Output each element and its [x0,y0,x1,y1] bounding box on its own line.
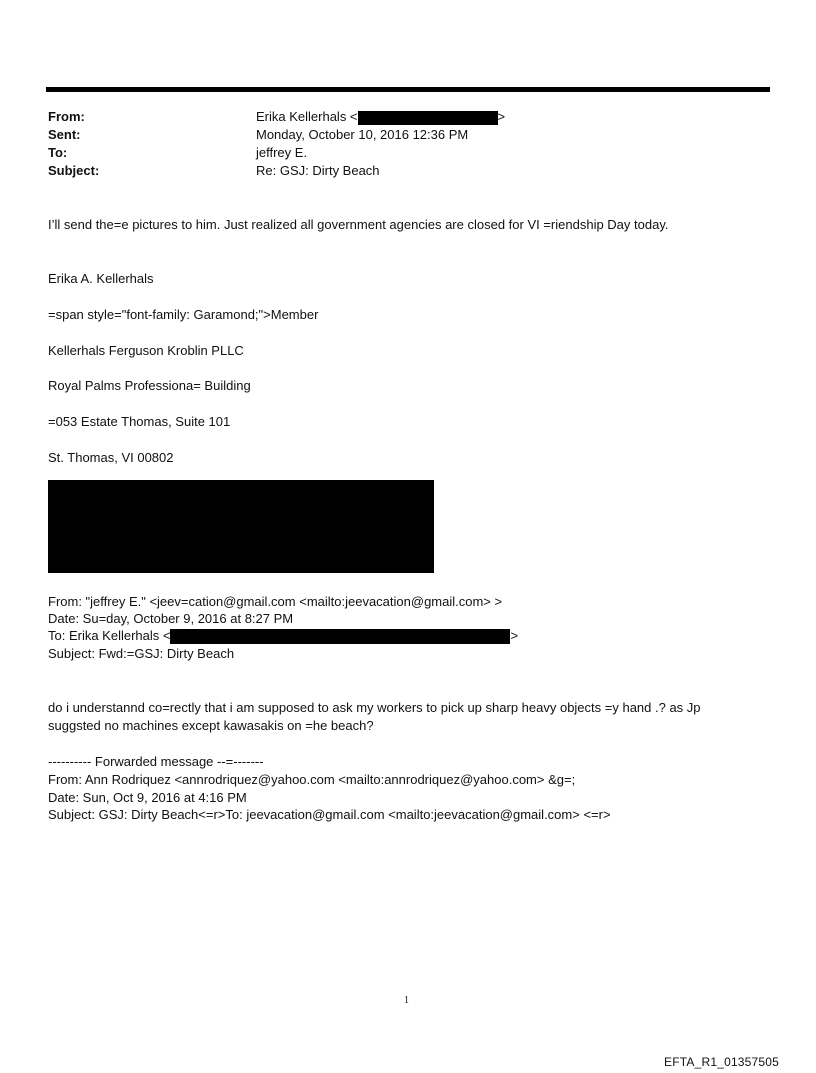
quoted-from: From: "jeffrey E." <jeev=cation@gmail.com <mailto:jeevacation@gmail.com> > [48,594,503,609]
forwarded-subject: Subject: GSJ: Dirty Beach<=r>To: jeevacation@gmail.com <mailto:jeevacation@gmail.com> <=r> [48,807,611,822]
from-name: Erika Kellerhals < [256,109,358,124]
sent-label: Sent: [48,127,81,142]
forwarded-from: From: Ann Rodriquez <annrodriquez@yahoo.com <mailto:annrodriquez@yahoo.com> &g=; [48,772,576,787]
quoted-message-line-1: do i understannd co=rectly that i am supposed to ask my workers to pick up sharp heavy objects =y hand .? as Jp [48,700,701,715]
from-end: > [497,109,506,124]
sent-value: Monday, October 10, 2016 12:36 PM [256,127,469,142]
redaction-block [48,480,434,573]
to-value: jeffrey E. [256,145,308,160]
signature-street: =053 Estate Thomas, Suite 101 [48,414,231,429]
quoted-date: Date: Su=day, October 9, 2016 at 8:27 PM [48,611,294,626]
redaction-bar [358,111,498,125]
header-rule [46,87,770,92]
body-line-1: I’ll send the=e pictures to him. Just realized all government agencies are closed for VI =riendship Day today. [48,217,669,232]
quoted-to-suffix: > [510,628,519,643]
bates-number: EFTA_R1_01357505 [664,1055,780,1069]
signature-name: Erika A. Kellerhals [48,271,154,286]
signature-building: Royal Palms Professiona= Building [48,378,251,393]
redaction-bar [170,629,510,644]
subject-label: Subject: [48,163,100,178]
signature-firm: Kellerhals Ferguson Kroblin PLLC [48,343,244,358]
signature-title: =span style="font-family: Garamond;">Member [48,307,319,322]
quoted-to [48,628,518,644]
signature-city: St. Thomas, VI 00802 [48,450,174,465]
forwarded-date: Date: Sun, Oct 9, 2016 at 4:16 PM [48,790,247,805]
page-number: 1 [404,995,409,1006]
quoted-message-line-2: suggsted no machines except kawasakis on =he beach? [48,718,374,733]
to-label: To: [48,145,68,160]
from-label: From: [48,109,85,124]
quoted-subject: Subject: Fwd:=GSJ: Dirty Beach [48,646,235,661]
forwarded-divider: ---------- Forwarded message --=------- [48,754,264,769]
quoted-to-prefix: To: Erika Kellerhals < [48,628,171,643]
subject-value: Re: GSJ: Dirty Beach [256,163,380,178]
from-value [256,109,505,125]
